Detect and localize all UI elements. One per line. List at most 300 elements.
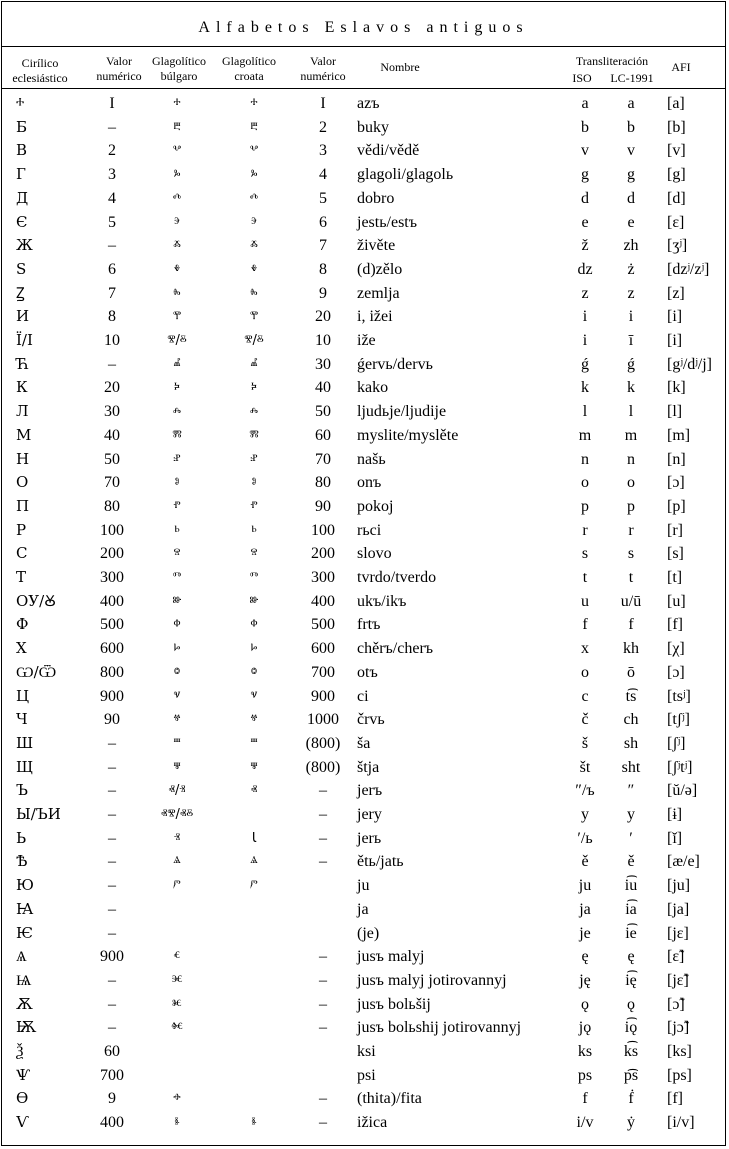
cell-glag-bulgaro: ⰳ bbox=[173, 167, 181, 183]
cell-valor-1: – bbox=[108, 924, 116, 942]
cell-glag-bulgaro: ⱆ bbox=[172, 593, 182, 609]
cell-glag-bulgaro: ⱀ bbox=[173, 451, 181, 467]
header-afi: AFI bbox=[671, 60, 691, 74]
cell-valor-2 bbox=[294, 874, 352, 898]
cell-valor-1: 10 bbox=[104, 332, 120, 349]
cell-glag-bulgaro: ⱏⰺ/ⱏⰻ bbox=[160, 807, 194, 822]
cell-lc: l bbox=[628, 403, 634, 421]
cell-valor-1: – bbox=[108, 355, 116, 373]
header-cirilico bbox=[4, 56, 76, 86]
cell-afi: [z] bbox=[667, 284, 685, 302]
cell-iso: u bbox=[581, 592, 589, 610]
table-row bbox=[2, 424, 725, 448]
cell-glag-croata: ⱆ bbox=[249, 593, 259, 609]
cell-glag-croata: ⱇ bbox=[250, 617, 258, 633]
cell-glag-croata: ⱋ bbox=[250, 759, 258, 775]
cell-glag-croata: ⱄ bbox=[250, 546, 258, 562]
cell-cirilico: Ж bbox=[16, 236, 33, 255]
table-row bbox=[2, 945, 725, 969]
cell-iso: ję bbox=[579, 971, 591, 989]
cell-cirilico: Ш bbox=[16, 733, 34, 752]
cell-iso: z bbox=[581, 284, 589, 302]
cell-cirilico: Ы/ЪИ bbox=[16, 805, 61, 823]
cell-afi: [gʲ/dʲ/j] bbox=[667, 355, 712, 373]
cell-glag-bulgaro: ⰵ bbox=[173, 214, 181, 230]
cell-nombre: ša bbox=[357, 734, 371, 752]
cell-iso: m bbox=[578, 426, 592, 444]
cell-glag-croata: ⱈ bbox=[250, 641, 258, 657]
cell-lc: f bbox=[628, 616, 634, 634]
cell-cirilico: Д bbox=[16, 188, 29, 207]
cell-lc: o bbox=[627, 474, 635, 492]
cell-glag-bulgaro: ⰰ bbox=[173, 96, 181, 111]
cell-iso: i bbox=[582, 308, 588, 326]
cell-lc: sht bbox=[621, 758, 641, 776]
cell-nombre: ljudьje/ljudije bbox=[357, 403, 447, 421]
cell-cirilico: Ћ bbox=[16, 354, 30, 373]
cell-lc: b bbox=[627, 118, 635, 136]
cell-iso: ǫ bbox=[581, 995, 589, 1013]
cell-cirilico: Ч bbox=[16, 710, 28, 729]
cell-nombre: slovo bbox=[357, 545, 392, 563]
cell-afi: [t] bbox=[667, 569, 683, 586]
cell-glag-bulgaro: ⱉ bbox=[173, 664, 181, 680]
cell-glag-croata: ⱂ bbox=[250, 498, 258, 514]
cell-iso: x bbox=[581, 640, 589, 658]
cell-glag-croata bbox=[214, 969, 294, 993]
table-row bbox=[2, 187, 725, 211]
cell-nombre: i, ižei bbox=[357, 308, 393, 326]
cell-glag-bulgaro: ⱔ bbox=[173, 949, 181, 965]
cell-valor-2: – bbox=[319, 948, 327, 966]
cell-nombre: (thita)/fita bbox=[357, 1090, 422, 1108]
header-glag-bulgaro bbox=[142, 54, 216, 84]
cell-glag-bulgaro: ⱍ bbox=[173, 712, 181, 728]
header-translit: Transliteración bbox=[575, 54, 649, 68]
cell-lc: ′ bbox=[629, 829, 633, 847]
cell-afi: [a] bbox=[667, 95, 685, 112]
cell-afi: [jɔ̃] bbox=[667, 1019, 690, 1037]
cell-valor-2: 7 bbox=[319, 237, 327, 255]
cell-valor-2: 70 bbox=[315, 450, 331, 468]
cell-cirilico: Г bbox=[16, 165, 26, 184]
cell-valor-2: – bbox=[319, 782, 327, 800]
cell-cirilico: В bbox=[16, 141, 28, 160]
cell-iso: ž bbox=[581, 237, 589, 255]
cell-valor-1: 300 bbox=[100, 569, 124, 586]
cell-nombre: ju bbox=[357, 877, 370, 895]
cell-iso: f bbox=[582, 1090, 588, 1108]
cell-glag-croata: ⱃ bbox=[251, 522, 257, 538]
cell-cirilico: Ь bbox=[16, 828, 27, 847]
cell-cirilico: Ѥ bbox=[16, 923, 33, 942]
cell-iso: d bbox=[581, 189, 589, 207]
cell-glag-bulgaro: ⱘ bbox=[172, 996, 182, 1012]
cell-valor-2: 50 bbox=[315, 403, 331, 421]
cell-glag-bulgaro: ⱐ bbox=[173, 830, 181, 846]
table-row bbox=[2, 613, 725, 637]
cell-valor-1: 5 bbox=[108, 213, 116, 231]
table-row bbox=[2, 756, 725, 780]
header-cirilico-line2: eclesiástico bbox=[12, 71, 68, 85]
cell-nombre: živěte bbox=[357, 237, 396, 255]
cell-lc: ż bbox=[627, 260, 635, 278]
cell-glag-croata bbox=[214, 993, 294, 1017]
cell-lc: ǵ bbox=[627, 355, 635, 373]
cell-glag-bulgaro bbox=[142, 1064, 212, 1088]
cell-nombre: ja bbox=[357, 900, 369, 918]
cell-nombre: rьci bbox=[357, 521, 382, 539]
cell-valor-1: 40 bbox=[104, 426, 120, 444]
cell-valor-1: – bbox=[108, 877, 116, 895]
cell-afi: [ju] bbox=[667, 877, 691, 895]
cell-valor-1: 7 bbox=[108, 284, 116, 302]
cell-glag-bulgaro: ⱙ bbox=[170, 1020, 184, 1036]
cell-afi: [u] bbox=[667, 592, 686, 610]
cell-iso: k bbox=[581, 379, 589, 397]
cell-iso: ě bbox=[581, 853, 589, 871]
cell-valor-1: – bbox=[108, 853, 116, 871]
cell-afi: [tʃʲ] bbox=[667, 711, 690, 729]
cell-glag-croata: ⱓ bbox=[250, 878, 258, 894]
cell-cirilico: Ѩ bbox=[16, 970, 32, 989]
cell-afi: [d] bbox=[667, 189, 686, 207]
cell-nombre: pokoj bbox=[357, 497, 394, 515]
cell-glag-croata: ⰱ bbox=[250, 119, 258, 135]
header-divider bbox=[2, 88, 725, 89]
cell-nombre: ětь/jatь bbox=[357, 853, 404, 871]
cell-valor-2: 4 bbox=[319, 166, 327, 184]
cell-valor-1: 600 bbox=[100, 640, 124, 658]
cell-valor-1: 400 bbox=[100, 592, 124, 610]
table-row bbox=[2, 519, 725, 543]
cell-glag-croata: ⰲ bbox=[249, 143, 259, 159]
cell-glag-croata bbox=[214, 1040, 294, 1064]
cell-valor-2: 700 bbox=[311, 663, 335, 681]
cell-glag-bulgaro: ⱚ bbox=[173, 1091, 181, 1107]
cell-lc: e bbox=[627, 213, 635, 231]
cell-afi: [f] bbox=[667, 616, 683, 634]
header-nombre: Nombre bbox=[380, 60, 420, 74]
cell-iso: y bbox=[581, 806, 589, 823]
table-row bbox=[2, 495, 725, 519]
table-row bbox=[2, 566, 725, 590]
cell-glag-croata: ⱑ bbox=[250, 854, 258, 870]
cell-lc: ḟ bbox=[628, 1090, 634, 1108]
table-row bbox=[2, 993, 725, 1017]
header-lc: LC-1991 bbox=[610, 71, 654, 85]
cell-afi: [ks] bbox=[667, 1043, 692, 1060]
cell-valor-1: 9 bbox=[108, 1090, 116, 1108]
cell-nombre: jerъ bbox=[357, 782, 383, 800]
cell-valor-1: 50 bbox=[104, 450, 120, 468]
cell-valor-1: – bbox=[108, 806, 116, 823]
cell-afi: [m] bbox=[667, 426, 691, 444]
cell-cirilico: Ѵ bbox=[16, 1113, 29, 1132]
cell-nombre: frtъ bbox=[357, 616, 381, 634]
table-row bbox=[2, 803, 725, 827]
cell-nombre: tvrdo/tverdo bbox=[357, 569, 437, 586]
cell-valor-1: – bbox=[108, 829, 116, 847]
title-divider bbox=[2, 46, 725, 47]
cell-afi: [l] bbox=[667, 403, 683, 421]
cell-afi: [ɛ̃] bbox=[667, 948, 685, 966]
table-row bbox=[2, 329, 725, 353]
cell-nombre: jusъ malyj jotirovannyj bbox=[357, 971, 507, 989]
cell-valor-2: 10 bbox=[315, 332, 331, 349]
cell-glag-bulgaro bbox=[142, 1040, 212, 1064]
cell-afi: [ps] bbox=[667, 1066, 692, 1084]
cell-glag-croata: ⱏ bbox=[250, 783, 258, 799]
cell-cirilico: Ѕ bbox=[16, 259, 27, 278]
cell-iso: ja bbox=[579, 900, 591, 918]
cell-glag-croata: ⰹ bbox=[249, 309, 259, 325]
cell-valor-2: 500 bbox=[311, 616, 335, 634]
cell-cirilico: Х bbox=[16, 639, 27, 658]
cell-cirilico: Ѱ bbox=[16, 1065, 31, 1084]
cell-valor-1: 900 bbox=[100, 687, 124, 705]
cell-glag-bulgaro bbox=[142, 898, 212, 922]
cell-lc: y bbox=[627, 806, 635, 823]
cell-afi: [i] bbox=[667, 332, 683, 349]
table-row bbox=[2, 376, 725, 400]
cell-valor-2: 20 bbox=[315, 308, 331, 326]
cell-iso: r bbox=[582, 521, 588, 539]
cell-lc: u/ū bbox=[620, 592, 642, 610]
cell-valor-1: 2 bbox=[108, 142, 116, 160]
cell-afi: [ɛ] bbox=[667, 213, 685, 231]
cell-cirilico: Ц bbox=[16, 686, 30, 705]
cell-glag-bulgaro: ⱎ bbox=[173, 735, 181, 751]
cell-lc: v bbox=[627, 142, 635, 160]
cell-cirilico: Ꙗ bbox=[16, 899, 34, 918]
cell-nombre: jusъ bolьšij bbox=[357, 995, 431, 1013]
cell-glag-croata bbox=[214, 898, 294, 922]
cell-valor-2 bbox=[294, 1064, 352, 1088]
header-valor-2-line1: Valor bbox=[310, 54, 336, 68]
cell-valor-1: – bbox=[108, 1019, 116, 1037]
cell-lc: ẏ bbox=[627, 1114, 635, 1132]
cell-afi: [i] bbox=[667, 308, 683, 326]
cell-nombre: otъ bbox=[357, 663, 378, 681]
cell-lc: ″ bbox=[627, 782, 635, 800]
header-valor-1-line2: numérico bbox=[96, 69, 142, 83]
cell-iso: i bbox=[582, 332, 588, 349]
cell-iso: a bbox=[581, 95, 589, 112]
cell-afi: [ʒʲ] bbox=[667, 237, 688, 255]
cell-glag-bulgaro bbox=[142, 922, 212, 946]
header-iso: ISO bbox=[572, 71, 592, 85]
cell-lc: i͡a bbox=[625, 900, 637, 918]
cell-iso: g bbox=[581, 166, 589, 184]
cell-iso: i/v bbox=[576, 1114, 594, 1132]
cell-glag-croata bbox=[214, 945, 294, 969]
cell-nombre: jestь/estъ bbox=[357, 213, 418, 231]
cell-lc: p bbox=[627, 497, 635, 515]
cell-glag-croata: ⱍ bbox=[250, 712, 258, 728]
table-row bbox=[2, 922, 725, 946]
cell-nombre: kako bbox=[357, 379, 389, 397]
table-row bbox=[2, 305, 725, 329]
cell-cirilico: Ю bbox=[16, 876, 34, 895]
table-row bbox=[2, 471, 725, 495]
cell-iso: o bbox=[581, 474, 589, 492]
cell-glag-croata: ⱎ bbox=[250, 735, 258, 751]
cell-glag-bulgaro: ⰼ bbox=[173, 356, 181, 372]
cell-glag-bulgaro: ⱈ bbox=[173, 641, 181, 657]
cell-afi: [r] bbox=[667, 521, 683, 539]
cell-lc: kh bbox=[623, 640, 639, 658]
cell-valor-2: – bbox=[319, 1090, 327, 1108]
table-row bbox=[2, 258, 725, 282]
cell-cirilico: ⰰ bbox=[16, 94, 25, 112]
cell-lc: p͡s bbox=[623, 1066, 639, 1084]
table-row bbox=[2, 661, 725, 685]
cell-lc: r bbox=[628, 521, 634, 539]
cell-nombre: jerь bbox=[357, 829, 382, 847]
cell-iso: dz bbox=[577, 260, 593, 278]
cell-afi: [æ/e] bbox=[667, 853, 700, 871]
cell-valor-1: 800 bbox=[100, 663, 124, 681]
cell-lc: m bbox=[624, 426, 638, 444]
cell-glag-croata: ⰴ bbox=[249, 190, 259, 206]
cell-iso: p bbox=[581, 497, 589, 515]
cell-glag-bulgaro: ⰲ bbox=[172, 143, 182, 159]
table-row bbox=[2, 1087, 725, 1111]
cell-glag-croata: ⱌ bbox=[250, 688, 258, 704]
table-title: Alfabetos Eslavos antiguos bbox=[198, 19, 529, 36]
cell-valor-2: (800) bbox=[305, 758, 341, 776]
table-row bbox=[2, 898, 725, 922]
header-glag-croata-line2: croata bbox=[234, 69, 264, 83]
cell-nombre: ižica bbox=[357, 1114, 388, 1132]
cell-glag-bulgaro: ⱇ bbox=[173, 617, 181, 633]
cell-glag-croata: ⱅ bbox=[249, 570, 259, 585]
cell-glag-croata: ⰽ bbox=[251, 380, 257, 396]
cell-afi: [ŭ/ə] bbox=[667, 782, 698, 800]
cell-afi: [b] bbox=[667, 118, 686, 136]
cell-glag-croata: ⰰ bbox=[250, 96, 258, 111]
cell-iso: b bbox=[581, 118, 589, 136]
cell-afi: [f] bbox=[667, 1090, 683, 1108]
header-cirilico-line1: Cirílico bbox=[21, 56, 59, 70]
cell-cirilico: Ꙁ bbox=[16, 283, 25, 302]
table-row bbox=[2, 139, 725, 163]
cell-glag-croata: Ꙇ bbox=[251, 830, 257, 846]
cell-nombre: ksi bbox=[357, 1043, 376, 1060]
cell-iso: je bbox=[579, 924, 591, 942]
cell-afi: [jɛ̃] bbox=[667, 971, 689, 989]
cell-cirilico: И bbox=[16, 307, 30, 326]
cell-glag-bulgaro: ⱓ bbox=[173, 878, 181, 894]
cell-afi: [jɛ] bbox=[667, 924, 689, 942]
cell-glag-croata: ⰵ bbox=[250, 214, 258, 230]
cell-glag-bulgaro: ⰽ bbox=[174, 380, 180, 396]
cell-glag-bulgaro: ⰴ bbox=[172, 190, 182, 206]
cell-cirilico: С bbox=[16, 544, 28, 563]
cell-glag-bulgaro: ⱃ bbox=[174, 522, 180, 538]
cell-glag-bulgaro: ⰱ bbox=[173, 119, 181, 135]
cell-glag-bulgaro: ⱄ bbox=[173, 546, 181, 562]
table-row bbox=[2, 542, 725, 566]
table-row bbox=[2, 116, 725, 140]
cell-glag-bulgaro: ⱛ bbox=[174, 1115, 180, 1131]
cell-valor-1: 400 bbox=[100, 1114, 124, 1132]
cell-afi: [g] bbox=[667, 166, 686, 184]
cell-nombre: ǵervь/dervь bbox=[357, 355, 433, 373]
cell-valor-1: – bbox=[108, 995, 116, 1013]
cell-glag-bulgaro: ⰺ/ⰻ bbox=[167, 333, 187, 348]
table-row bbox=[2, 92, 725, 116]
cell-nombre: (je) bbox=[357, 924, 380, 942]
cell-valor-2 bbox=[294, 922, 352, 946]
cell-cirilico: Т bbox=[16, 568, 27, 586]
cell-cirilico: Р bbox=[16, 520, 27, 539]
cell-lc: ę bbox=[627, 948, 635, 966]
cell-lc: s bbox=[627, 545, 635, 563]
cell-lc: n bbox=[627, 450, 635, 468]
cell-nombre: chěrъ/cherъ bbox=[357, 640, 434, 658]
header-valor-2-line2: numérico bbox=[300, 69, 346, 83]
cell-valor-2: – bbox=[319, 1019, 327, 1037]
cell-afi: [s] bbox=[667, 545, 684, 563]
cell-valor-2: 100 bbox=[311, 521, 335, 539]
cell-cirilico: ОУ/Ꙋ bbox=[16, 591, 56, 610]
cell-afi: [ʃʲ] bbox=[667, 734, 686, 752]
cell-valor-2: 900 bbox=[311, 687, 335, 705]
cell-glag-croata bbox=[214, 803, 294, 827]
cell-cirilico: П bbox=[16, 496, 30, 515]
cell-lc: ō bbox=[627, 663, 635, 681]
cell-cirilico: М bbox=[16, 425, 32, 444]
table-row bbox=[2, 1111, 725, 1135]
cell-cirilico: Ѡ/Ѿ bbox=[16, 662, 57, 681]
cell-nombre: dobro bbox=[357, 189, 395, 207]
cell-lc: t͡s bbox=[625, 687, 637, 705]
cell-nombre: ukъ/ikъ bbox=[357, 592, 407, 610]
cell-glag-bulgaro: ⱁ bbox=[174, 475, 180, 491]
cell-nombre: zemlja bbox=[357, 284, 400, 302]
cell-valor-2: – bbox=[319, 806, 327, 823]
cell-valor-2: – bbox=[319, 995, 327, 1013]
cell-afi: [tsʲ] bbox=[667, 687, 691, 705]
cell-iso: č bbox=[581, 711, 589, 729]
cell-cirilico: Ѧ bbox=[16, 947, 27, 966]
cell-lc: k͡s bbox=[623, 1043, 639, 1060]
cell-cirilico: Ї/І bbox=[16, 331, 33, 349]
cell-valor-1: 60 bbox=[104, 1043, 120, 1060]
cell-nombre: iže bbox=[357, 332, 376, 349]
cell-glag-croata bbox=[214, 1016, 294, 1040]
cell-afi: [k] bbox=[667, 379, 686, 397]
cell-glag-croata bbox=[214, 922, 294, 946]
cell-valor-2: 300 bbox=[311, 569, 335, 586]
cell-lc: d bbox=[627, 189, 635, 207]
cell-valor-1: 900 bbox=[100, 948, 124, 966]
cell-cirilico: Щ bbox=[16, 757, 34, 776]
cell-glag-croata: ⱛ bbox=[251, 1115, 257, 1131]
cell-glag-croata: ⰸ bbox=[250, 285, 258, 301]
cell-glag-bulgaro: ⰹ bbox=[172, 309, 182, 325]
cell-valor-1: – bbox=[108, 118, 116, 136]
table-row bbox=[2, 590, 725, 614]
cell-lc: i bbox=[628, 308, 634, 326]
cell-lc: zh bbox=[623, 237, 639, 255]
cell-glag-bulgaro: ⰿ bbox=[172, 427, 182, 443]
cell-valor-2: 1000 bbox=[307, 711, 339, 729]
cell-valor-1: 90 bbox=[104, 711, 120, 729]
cell-lc: k bbox=[627, 379, 635, 397]
